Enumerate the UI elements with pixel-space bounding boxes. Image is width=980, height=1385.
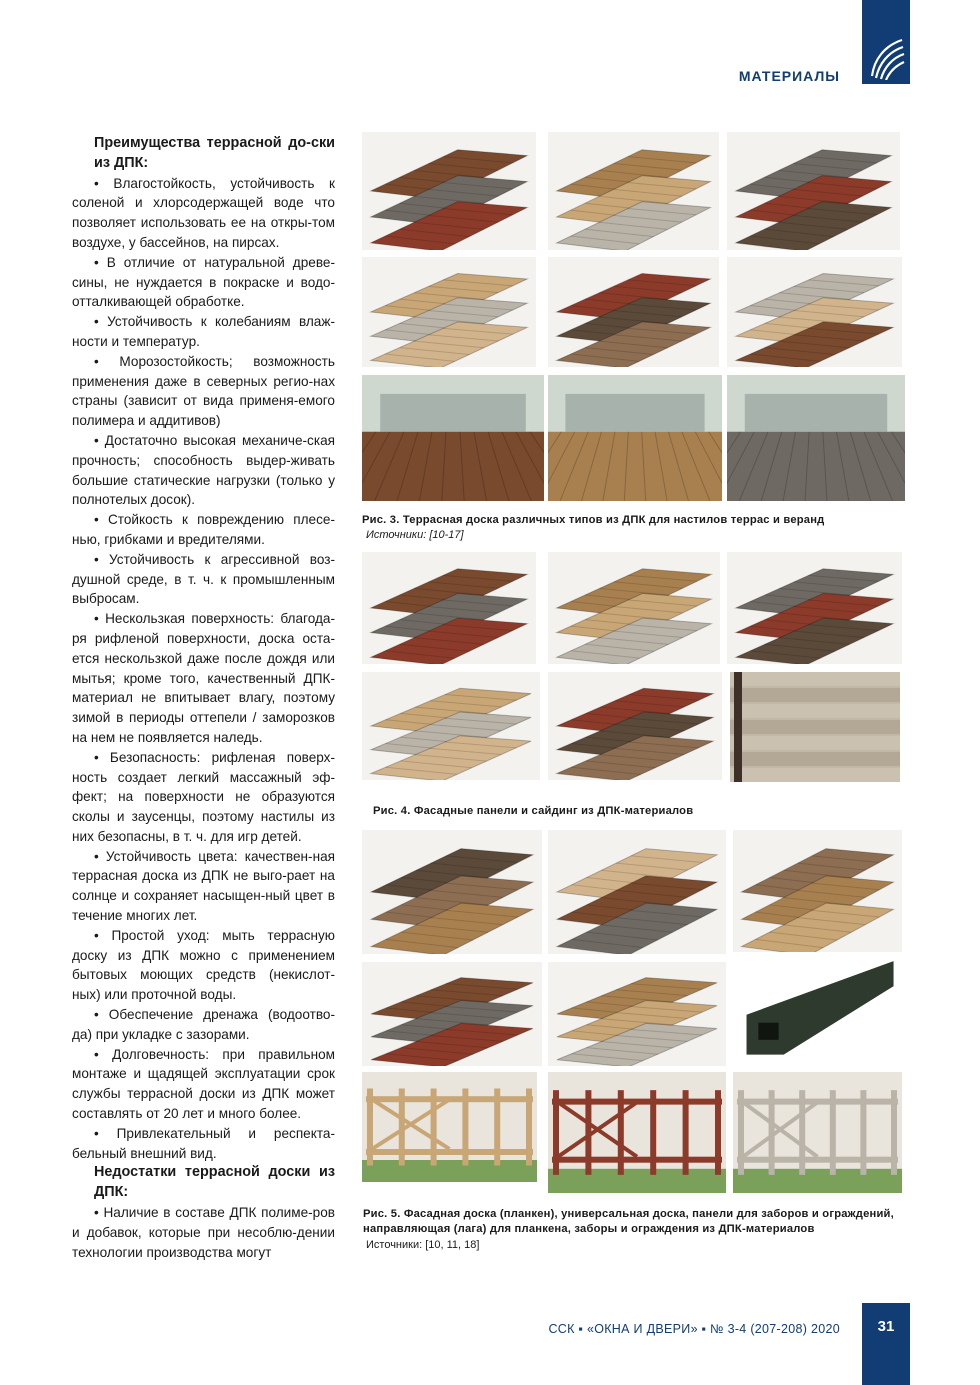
- f3-photo-1: [362, 132, 536, 250]
- wpc-siding-wall-photo: [730, 672, 900, 782]
- wpc-fence-photo: [362, 1072, 537, 1182]
- footer-journal: ССК ▪ «ОКНА И ДВЕРИ» ▪ № 3-4 (207-208) 2020: [548, 1322, 840, 1336]
- bullet-paragraph: • Устойчивость к колебаниям влаж-ности и температур.: [72, 314, 335, 349]
- f5-photo-3: [733, 830, 902, 954]
- bullet-paragraph: • Стойкость к повреждению плесе-нью, грибками и вредителями.: [72, 512, 335, 547]
- bullet-paragraph: • В отличие от натуральной древе-сины, не нуждается в покраске и водо-отталкивающей обработке.: [72, 254, 335, 310]
- header-tab: [862, 0, 910, 84]
- bullet-paragraph: • Простой уход: мыть террасную доску из ДПК можно с применением бытовых моющих средств (некислот-ных) или проточной воды.: [72, 927, 335, 1003]
- brand-swoosh-icon: [866, 36, 906, 80]
- wpc-decking-boards-photo: [362, 257, 536, 367]
- bullet-paragraph: • Достаточно высокая механиче-ская прочность; способность выдер-живать большие статические нагрузки (только у полнотелых досок).: [72, 432, 335, 508]
- f5-photo-7: [362, 1072, 537, 1182]
- f3-photo-2: [548, 132, 719, 250]
- f3-photo-3: [727, 132, 900, 250]
- wpc-plank-photo: [362, 962, 542, 1066]
- section-heading: Преимущества террасной до-ски из ДПК:: [94, 135, 335, 171]
- wpc-railing-photo: [548, 1072, 726, 1193]
- bullet-paragraph: • Долговечность: при правильном монтаже и щадящей эксплуатации срок службы террасной доски из ДПК может составлять от 20 лет и много более.: [72, 1046, 335, 1122]
- f5-photo-9: [733, 1072, 902, 1193]
- footer-tab: [862, 1303, 910, 1385]
- f4-photo-2: [548, 552, 720, 664]
- fig3-source: Источники: [10-17]: [366, 529, 464, 541]
- bullet-paragraph: • Привлекательный и респекта-бельный внешний вид.: [72, 1125, 335, 1161]
- wpc-plank-photo: [362, 830, 542, 954]
- wpc-facade-panel-photo: [362, 672, 540, 780]
- wpc-decking-boards-photo: [548, 132, 719, 250]
- fig4-caption: Рис. 4. Фасадные панели и сайдинг из ДПК-материалов: [373, 805, 694, 817]
- f4-photo-3: [727, 552, 902, 664]
- wpc-terrace-photo: [548, 375, 722, 501]
- f5-photo-1: [362, 830, 542, 954]
- wpc-facade-panel-photo: [548, 552, 720, 664]
- bullet-paragraph: • Нескользкая поверхность: благода-ря рифленой поверхности, доска оста-ется нескользкой даже после дождя или мытья; кроме того, качественный ДПК-материал не впитывает влагу, поэтому зимой в периоды оттепели / заморозков на нем не появляется наледь.: [72, 611, 335, 745]
- f3-photo-8: [548, 375, 722, 501]
- f3-photo-7: [362, 375, 544, 501]
- bullet-paragraph: • Безопасность: рифленая поверх-ность создает легкий массажный эф-фект; на поверхности не образуются сколы и заусенцы, поэтому настилы из них безопасны, в т. ч. для игр детей.: [72, 749, 335, 844]
- fig5-source: Источники: [10, 11, 18]: [366, 1239, 480, 1251]
- bullet-paragraph: • Наличие в составе ДПК полиме-ров и добавок, которые при несоблю-дении технологии производства могут: [72, 1205, 335, 1260]
- f4-photo-6: [730, 672, 900, 782]
- wpc-decking-samples-photo: [727, 257, 902, 367]
- article-text: [72, 134, 335, 1262]
- f3-photo-6: [727, 257, 902, 367]
- wpc-plank-photo: [548, 830, 726, 954]
- wpc-decking-boards-photo: [548, 257, 719, 367]
- f5-photo-5: [548, 962, 726, 1066]
- bullet-paragraph: • Обеспечение дренажа (водоотво-да) при укладке с зазорами.: [72, 1007, 335, 1042]
- wpc-railing-photo: [733, 1072, 902, 1193]
- f5-photo-8: [548, 1072, 726, 1193]
- fig3-caption: Рис. 3. Террасная доска различных типов из ДПК для настилов террас и веранд: [362, 514, 825, 526]
- f3-photo-9: [727, 375, 905, 501]
- page-number: 31: [877, 1318, 895, 1335]
- f3-photo-5: [548, 257, 719, 367]
- f4-photo-4: [362, 672, 540, 780]
- wpc-decking-boards-photo: [727, 132, 900, 250]
- wpc-facade-panel-photo: [362, 552, 536, 664]
- fig5-caption: Рис. 5. Фасадная доска (планкен), универсальная доска, панели для заборов и ограждений, направляющая (лага) для планкена, заборы и ограждения из ДПК-материалов: [363, 1208, 894, 1235]
- f3-photo-4: [362, 257, 536, 367]
- bullet-paragraph: • Морозостойкость; возможность применения даже в северных регио-нах страны (зависит от вида применя-емого полимера и аддитивов): [72, 353, 335, 429]
- wpc-joist-photo: [733, 952, 902, 1066]
- f5-photo-6: [733, 952, 902, 1066]
- wpc-plank-photo: [733, 830, 902, 954]
- f5-photo-2: [548, 830, 726, 954]
- bullet-paragraph: • Устойчивость цвета: качествен-ная террасная доска из ДПК не выго-рает на солнце и сохраняет насыщен-ный цвет в течение многих лет.: [72, 848, 335, 924]
- wpc-terrace-photo: [727, 375, 905, 501]
- f5-photo-4: [362, 962, 542, 1066]
- f4-photo-1: [362, 552, 536, 664]
- wpc-facade-panel-photo: [548, 672, 722, 780]
- wpc-plank-photo: [548, 962, 726, 1066]
- bullet-paragraph: • Влагостойкость, устойчивость к соленой и хлорсодержащей воде что позволяет использовать ее на откры-том воздухе, у бассейнов, на пирсах.: [72, 175, 335, 250]
- section-heading: Недостатки террасной доски из ДПК:: [94, 1164, 335, 1201]
- wpc-decking-samples-photo: [362, 132, 536, 250]
- bullet-paragraph: • Устойчивость к агрессивной воз-душной среде, в т. ч. к промышленным выбросам.: [72, 551, 335, 607]
- wpc-terrace-photo: [362, 375, 544, 501]
- section-label: МАТЕРИАЛЫ: [738, 68, 840, 84]
- f4-photo-5: [548, 672, 722, 780]
- wpc-facade-panel-photo: [727, 552, 902, 664]
